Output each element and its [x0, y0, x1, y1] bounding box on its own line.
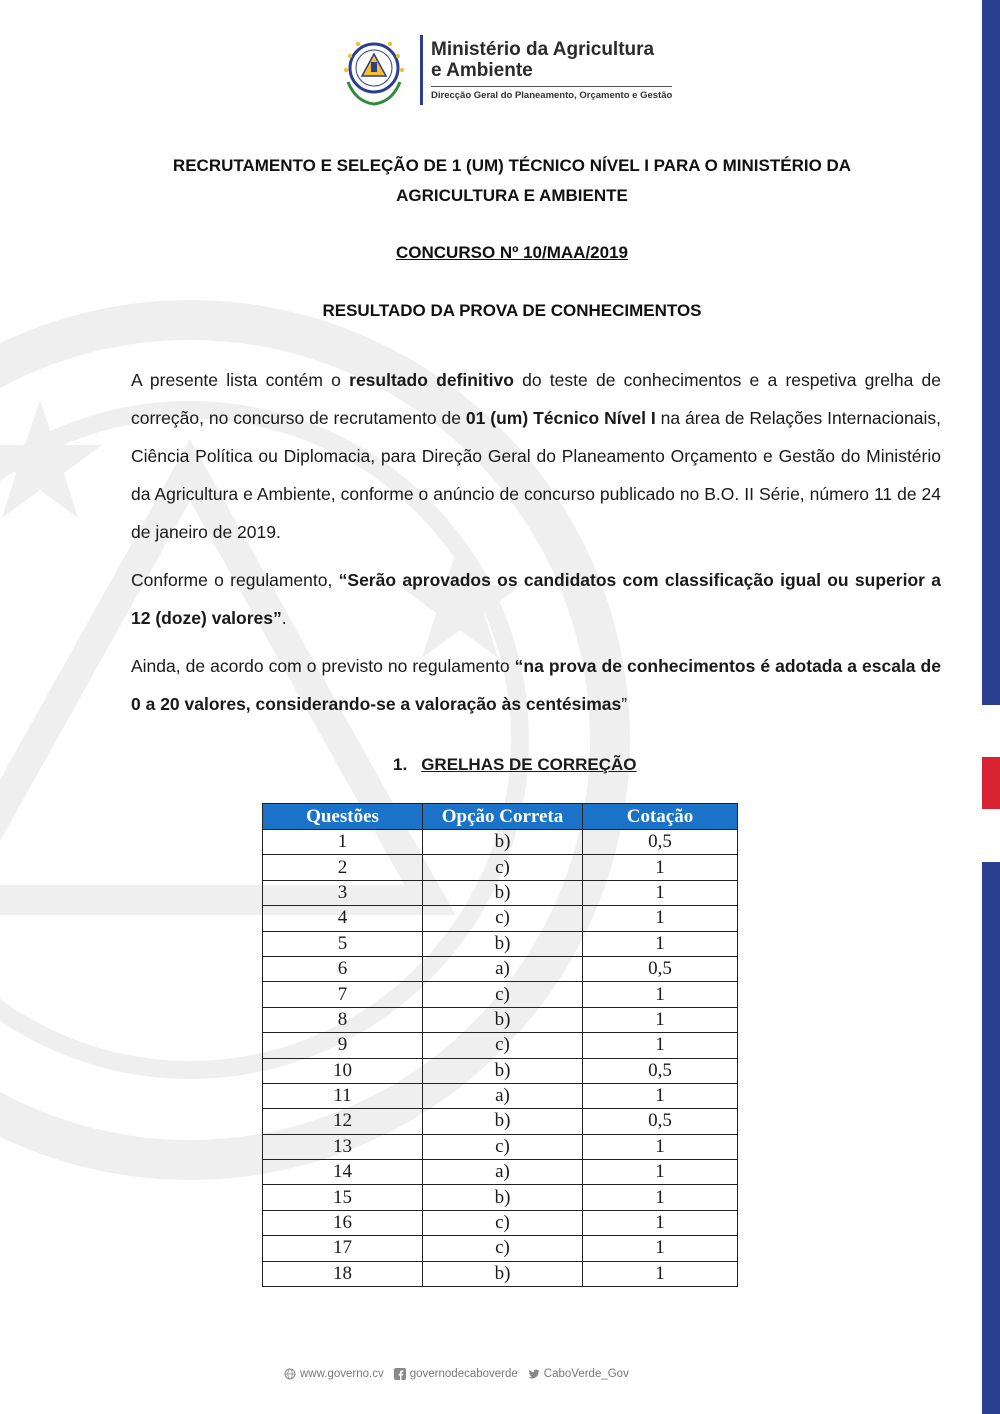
intro-text-c: do teste de conhecimentos e a respetiva grelha de correção, no concurso de recrutamento de — [131, 370, 942, 428]
cell-opcao-correta: c) — [423, 1033, 583, 1058]
cell-opcao-correta: c) — [423, 1210, 583, 1235]
cell-questao: 9 — [263, 1033, 423, 1058]
cell-cotacao: 1 — [583, 982, 738, 1007]
intro-text-a: A presente lista contém o — [131, 370, 350, 390]
footer — [284, 1368, 639, 1380]
cell-questao: 1 — [263, 830, 423, 855]
concurso-number: CONCURSO Nº 10/MAA/2019 — [396, 243, 628, 262]
footer-twitter[interactable] — [528, 1368, 629, 1380]
header-divider — [420, 35, 423, 105]
table-row — [263, 982, 738, 1007]
document-title: RECRUTAMENTO E SELEÇÃO DE 1 (UM) TÉCNICO NÍVEL I PARA O MINISTÉRIO DA AGRICULTURA E AMBIENTE — [172, 156, 852, 205]
cell-questao: 5 — [263, 931, 423, 956]
cell-opcao-correta: c) — [423, 982, 583, 1007]
cell-questao: 12 — [263, 1109, 423, 1134]
cell-opcao-correta: b) — [423, 1185, 583, 1210]
intro-text-b: resultado definitivo — [349, 370, 514, 390]
header-opcao-correta: Opção Correta — [423, 804, 583, 830]
intro-paragraph — [131, 361, 941, 551]
cell-opcao-correta: b) — [423, 830, 583, 855]
cell-cotacao: 1 — [583, 931, 738, 956]
result-heading: RESULTADO DA PROVA DE CONHECIMENTOS — [322, 301, 702, 320]
cell-questao: 13 — [263, 1134, 423, 1159]
table-row — [263, 880, 738, 905]
scale-text-a: Ainda, de acordo com o previsto no regulamento — [131, 656, 515, 676]
table-body — [263, 830, 738, 1287]
cell-opcao-correta: a) — [423, 956, 583, 981]
letterhead — [336, 32, 672, 108]
table-row — [263, 1236, 738, 1261]
section-heading — [393, 752, 637, 778]
table-row — [263, 1261, 738, 1286]
table-row — [263, 906, 738, 931]
side-bar-red — [982, 757, 1000, 809]
cell-questao: 8 — [263, 1007, 423, 1032]
footer-facebook[interactable] — [394, 1368, 518, 1380]
cell-cotacao: 1 — [583, 906, 738, 931]
table-row — [263, 1058, 738, 1083]
table-row — [263, 855, 738, 880]
cell-questao: 3 — [263, 880, 423, 905]
footer-facebook-text: governodecaboverde — [409, 1368, 518, 1380]
cell-cotacao: 1 — [583, 1134, 738, 1159]
cell-questao: 4 — [263, 906, 423, 931]
table-row — [263, 1033, 738, 1058]
section-number: 1. — [393, 755, 408, 774]
cell-cotacao: 1 — [583, 1210, 738, 1235]
footer-website-text: www.governo.cv — [300, 1368, 384, 1380]
cell-cotacao: 1 — [583, 1007, 738, 1032]
side-bar-blue-bottom — [982, 862, 1000, 1414]
cell-questao: 17 — [263, 1236, 423, 1261]
cell-opcao-correta: c) — [423, 906, 583, 931]
cell-opcao-correta: a) — [423, 1160, 583, 1185]
intro-text-e: na área de Relações Internacionais, Ciência Política ou Diplomacia, para Direção Geral do Planeamento Orçamento e Gestão do Ministério da Agricultura e Ambiente, conforme o anúncio de concurso publicado no B.O. II Série, número 11 de 24 de janeiro de 2019. — [131, 408, 941, 542]
cell-questao: 7 — [263, 982, 423, 1007]
regulation-text-c: . — [281, 608, 287, 628]
table-row — [263, 931, 738, 956]
cell-cotacao: 1 — [583, 1185, 738, 1210]
table-header-row — [263, 804, 738, 830]
cell-cotacao: 1 — [583, 1236, 738, 1261]
cell-questao: 14 — [263, 1160, 423, 1185]
scale-paragraph — [131, 647, 941, 723]
cell-questao: 6 — [263, 956, 423, 981]
cell-cotacao: 1 — [583, 1033, 738, 1058]
facebook-icon — [394, 1368, 406, 1380]
table-row — [263, 1210, 738, 1235]
cell-cotacao: 0,5 — [583, 956, 738, 981]
twitter-icon — [528, 1368, 540, 1380]
table-row — [263, 1134, 738, 1159]
cell-opcao-correta: b) — [423, 931, 583, 956]
footer-website[interactable] — [284, 1368, 384, 1380]
cell-opcao-correta: a) — [423, 1083, 583, 1108]
globe-icon — [284, 1368, 296, 1380]
cell-opcao-correta: b) — [423, 1261, 583, 1286]
coat-of-arms-icon — [336, 32, 412, 108]
cell-questao: 16 — [263, 1210, 423, 1235]
cell-opcao-correta: b) — [423, 880, 583, 905]
cell-cotacao: 1 — [583, 1083, 738, 1108]
table-row — [263, 956, 738, 981]
regulation-text-b: “Serão aprovados os candidatos com classificação igual ou superior a 12 (doze) valores” — [131, 570, 941, 628]
scale-text-b: “na prova de conhecimentos é adotada a escala de 0 a 20 valores, considerando-se a valoração às centésimas — [131, 656, 941, 714]
cell-opcao-correta: b) — [423, 1109, 583, 1134]
scale-text-c: ” — [621, 694, 628, 714]
table-row — [263, 1007, 738, 1032]
cell-questao: 18 — [263, 1261, 423, 1286]
cell-opcao-correta: c) — [423, 1134, 583, 1159]
correction-grid-table — [262, 803, 738, 1287]
table-row — [263, 1185, 738, 1210]
header-questoes: Questões — [263, 804, 423, 830]
cell-questao: 2 — [263, 855, 423, 880]
regulation-paragraph — [131, 561, 941, 637]
cell-opcao-correta: b) — [423, 1007, 583, 1032]
cell-questao: 11 — [263, 1083, 423, 1108]
ministry-name-line1: Ministério da Agricultura — [431, 39, 655, 60]
cell-opcao-correta: c) — [423, 1236, 583, 1261]
cell-questao: 15 — [263, 1185, 423, 1210]
table-row — [263, 1160, 738, 1185]
side-bar-blue-top — [982, 0, 1000, 705]
cell-questao: 10 — [263, 1058, 423, 1083]
table-row — [263, 1083, 738, 1108]
cell-cotacao: 1 — [583, 855, 738, 880]
cell-cotacao: 1 — [583, 880, 738, 905]
cell-opcao-correta: b) — [423, 1058, 583, 1083]
table-row — [263, 1109, 738, 1134]
cell-cotacao: 0,5 — [583, 1109, 738, 1134]
table-row — [263, 830, 738, 855]
header-cotacao: Cotação — [583, 804, 738, 830]
cell-cotacao: 0,5 — [583, 1058, 738, 1083]
intro-text-d: 01 (um) Técnico Nível I — [465, 408, 656, 428]
regulation-text-a: Conforme o regulamento, — [131, 570, 339, 590]
section-title: GRELHAS DE CORREÇÃO — [421, 755, 637, 774]
ministry-name-line2: e Ambiente — [431, 60, 533, 81]
ministry-department: Direcção Geral do Planeamento, Orçamento e Gestão — [431, 86, 672, 101]
ministry-name-block — [431, 39, 672, 101]
cell-opcao-correta: c) — [423, 855, 583, 880]
cell-cotacao: 1 — [583, 1261, 738, 1286]
footer-twitter-text: CaboVerde_Gov — [543, 1368, 629, 1380]
cell-cotacao: 0,5 — [583, 830, 738, 855]
cell-cotacao: 1 — [583, 1160, 738, 1185]
